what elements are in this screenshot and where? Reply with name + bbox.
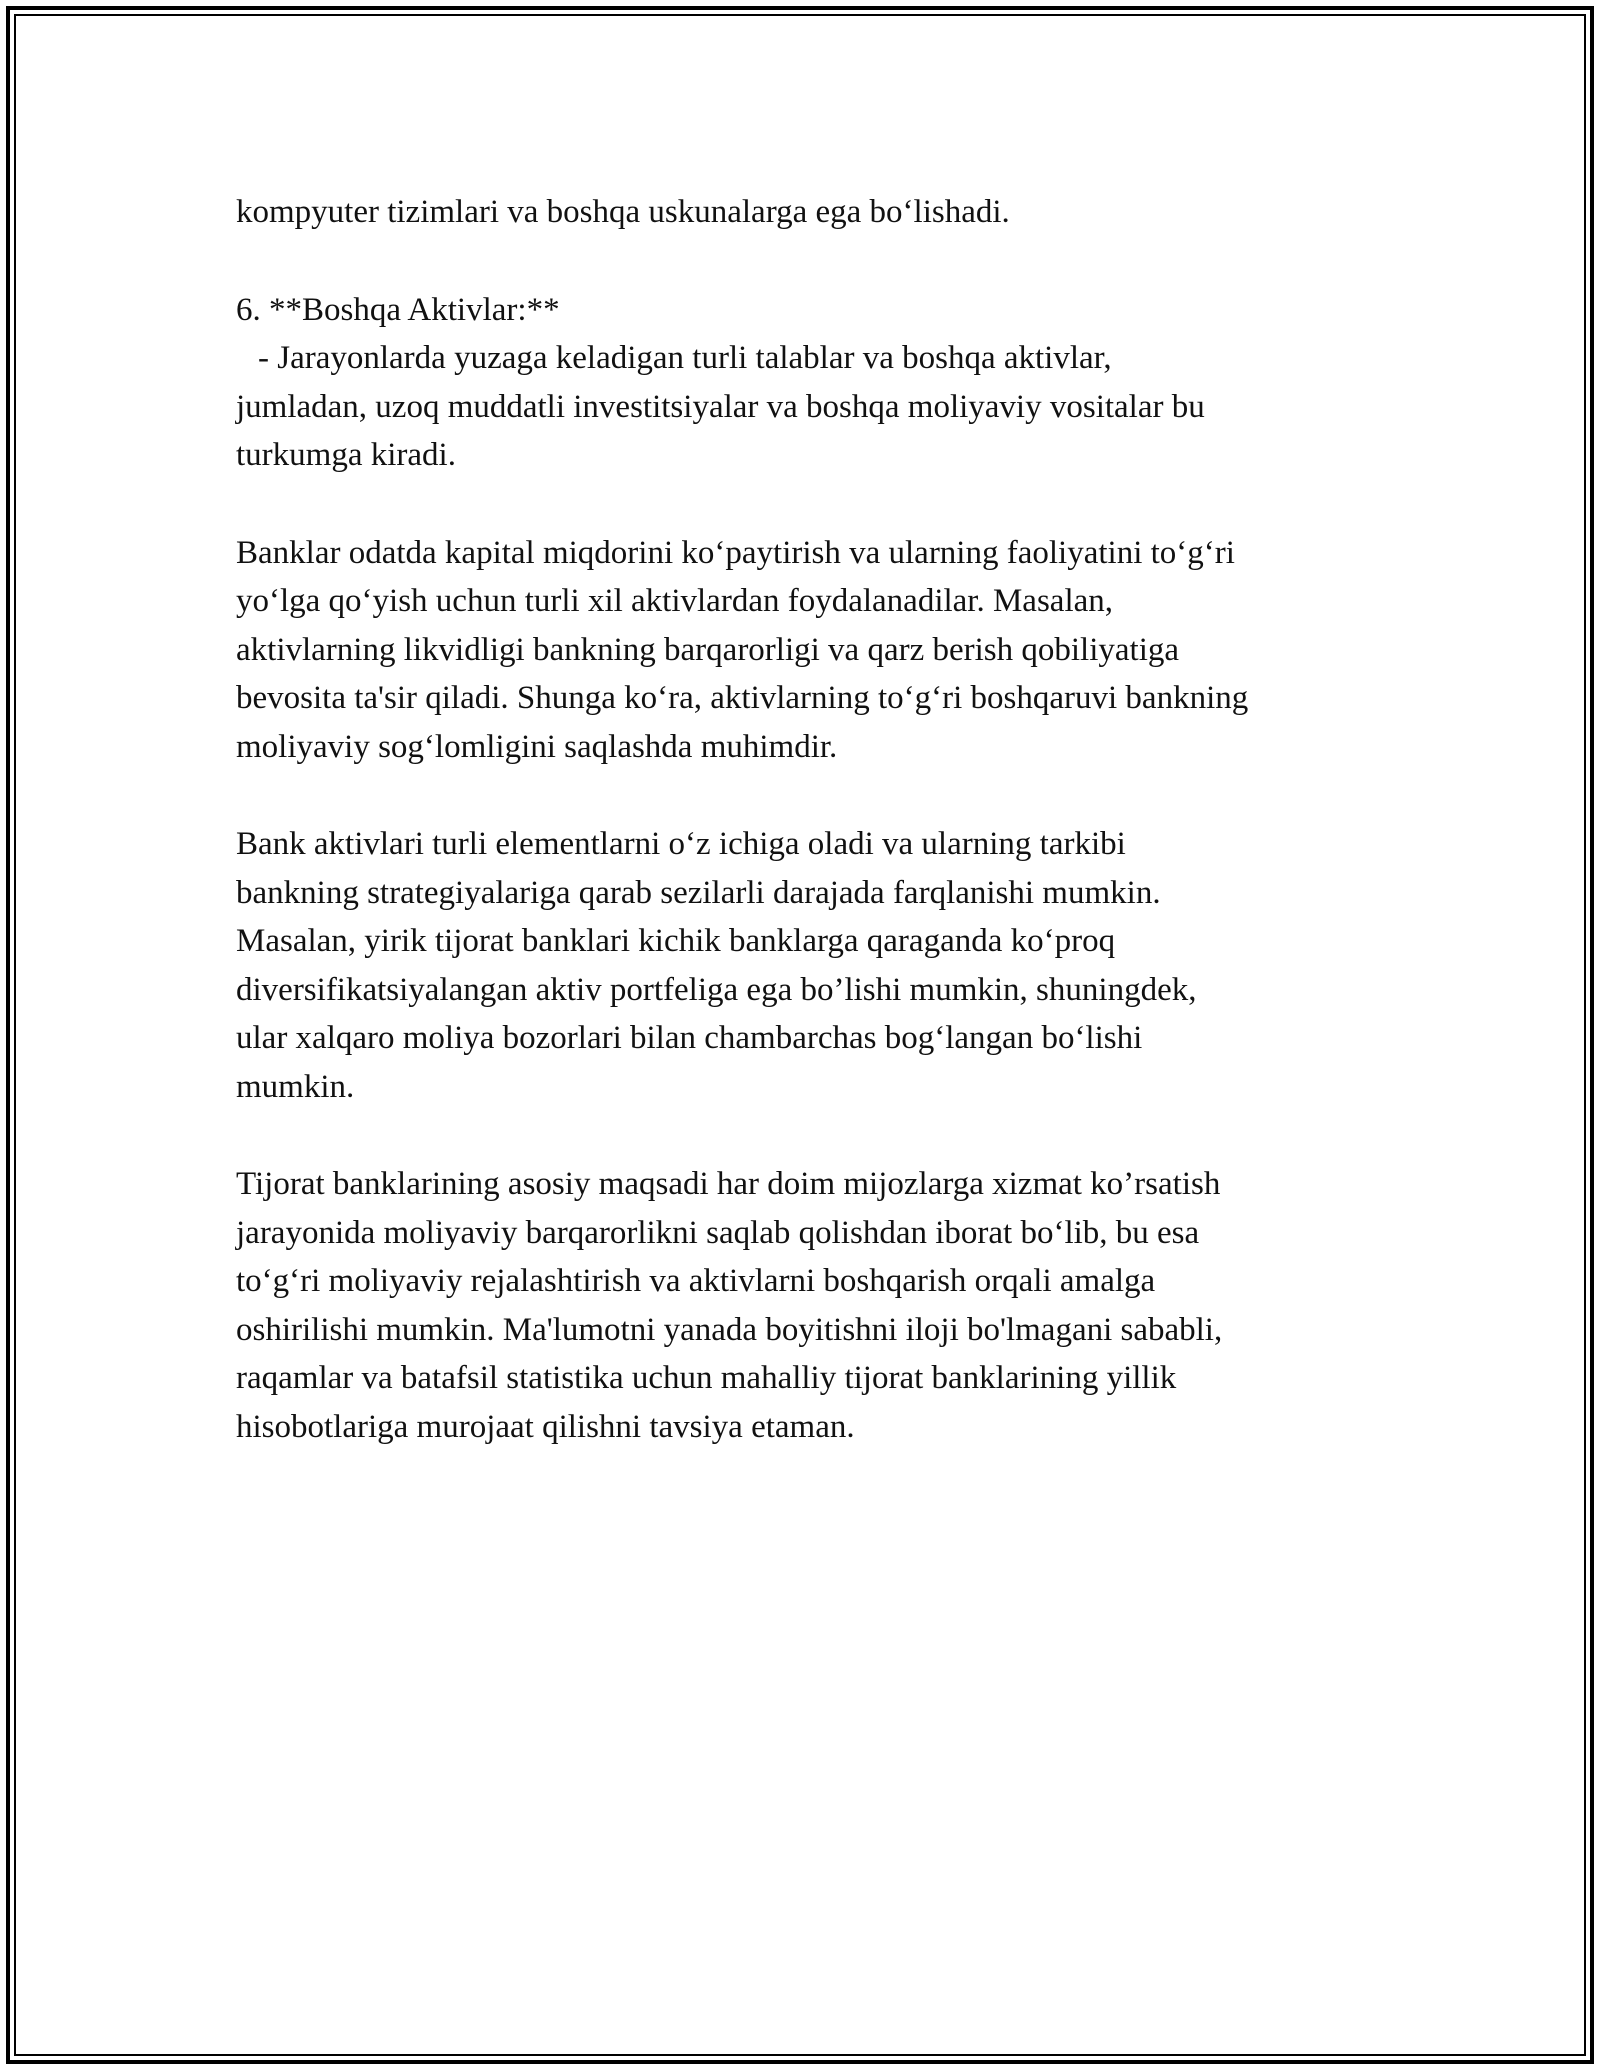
text-line: Banklar odatda kapital miqdorini ko‘paytirish va ularning faoliyatini to‘g‘ri	[236, 534, 1235, 571]
text-line: ular xalqaro moliya bozorlari bilan chambarchas bog‘langan bo‘lishi	[236, 1020, 1143, 1056]
text-line: oshirilishi mumkin. Ma'lumotni yanada boyitishni iloji bo'lmagani sababli,	[236, 1311, 1223, 1348]
document-body	[236, 188, 1376, 1500]
text-line: jumladan, uzoq muddatli investitsiyalar va boshqa moliyaviy vositalar bu	[236, 388, 1205, 425]
text-line: bankning strategiyalariga qarab sezilarli darajada farqlanishi mumkin.	[236, 874, 1161, 911]
text-line: hisobotlariga murojaat qilishni tavsiya etaman.	[236, 1408, 855, 1445]
text-line: diversifikatsiyalangan aktiv portfeliga ega bo’lishi mumkin, shuningdek,	[236, 971, 1197, 1008]
paragraph-2	[236, 286, 1376, 480]
text-line: Bank aktivlari turli elementlarni o‘z ichiga oladi va ularning tarkibi	[236, 826, 1126, 862]
text-line: moliyaviy sog‘lomligini saqlashda muhimdir.	[236, 728, 838, 765]
text-line: aktivlarning likvidligi bankning barqarorligi va qarz berish qobiliyatiga	[236, 631, 1180, 668]
text-line: yo‘lga qo‘yish uchun turli xil aktivlardan foydalanadilar. Masalan,	[236, 583, 1114, 619]
text-line: Masalan, yirik tijorat banklari kichik banklarga qaraganda ko‘proq	[236, 923, 1116, 959]
paragraph-5	[236, 1160, 1376, 1451]
paragraph-1	[236, 188, 1376, 237]
text-line: raqamlar va batafsil statistika uchun mahalliy tijorat banklarining yillik	[236, 1360, 1177, 1396]
list-heading: 6. **Boshqa Aktivlar:**	[236, 291, 560, 328]
text-line: to‘g‘ri moliyaviy rejalashtirish va aktivlarni boshqarish orqali amalga	[236, 1263, 1156, 1299]
text-line: kompyuter tizimlari va boshqa uskunalarga ega bo‘lishadi.	[236, 194, 1010, 230]
text-line: - Jarayonlarda yuzaga keladigan turli talablar va boshqa aktivlar,	[258, 340, 1112, 376]
text-line: mumkin.	[236, 1068, 355, 1105]
paragraph-4	[236, 820, 1376, 1111]
text-line: turkumga kiradi.	[236, 437, 456, 473]
text-line: Tijorat banklarining asosiy maqsadi har doim mijozlarga xizmat ko’rsatish	[236, 1166, 1221, 1202]
paragraph-3	[236, 529, 1376, 772]
text-line: bevosita ta'sir qiladi. Shunga ko‘ra, aktivlarning to‘g‘ri boshqaruvi bankning	[236, 680, 1249, 716]
text-line: jarayonida moliyaviy barqarorlikni saqlab qolishdan iborat bo‘lib, bu esa	[236, 1214, 1200, 1251]
